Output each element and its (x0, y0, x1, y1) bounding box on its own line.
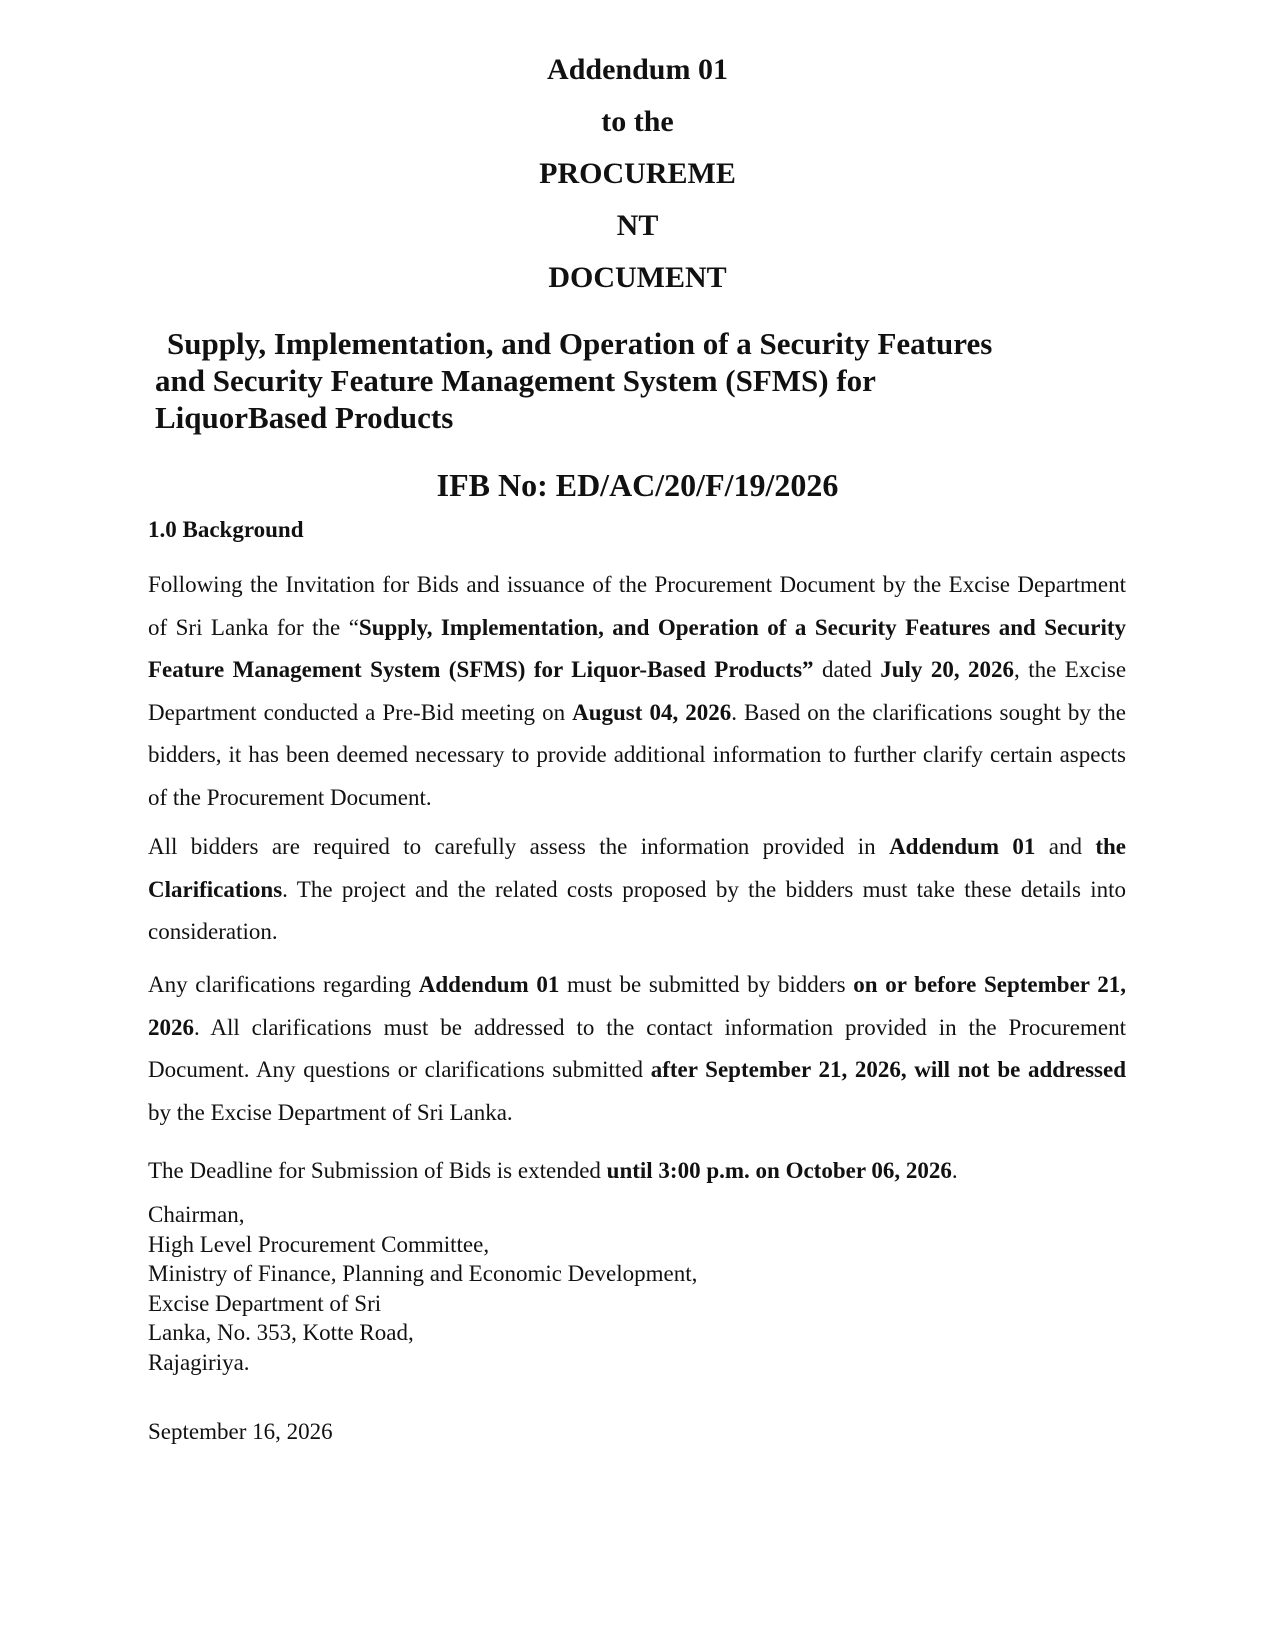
signature-line-5: Lanka, No. 353, Kotte Road, (148, 1320, 414, 1345)
p4-text-1: The Deadline for Submission of Bids is extended (148, 1158, 607, 1183)
p3-text-2: must be submitted by bidders (559, 972, 854, 997)
signature-line-2: High Level Procurement Committee, (148, 1231, 490, 1257)
signature-line-1: Chairman, (148, 1202, 245, 1227)
p2-text-2: and (1035, 834, 1096, 859)
p1-text-1: Following the Invitation for Bids and issuance of the Procurement Document by the Excise Department of Sri Lanka for the “ (148, 572, 1126, 640)
p1-bold-project-title: Supply, Implementation, and Operation of a Security Features and Security Feature Management System (SFMS) for Liquor-Based Products” (148, 614, 1126, 682)
p4-bold-deadline: until 3:00 p.m. on October 06, 2026 (606, 1158, 952, 1183)
p3-bold-late-notice: after September 21, 2026, will not be addressed (650, 1057, 1126, 1082)
p1-text-4: . Based on the clarifications sought by the bidders, it has been deemed necessary to provide additional information to further clarify certain aspects of the Procurement Document. (148, 699, 1126, 810)
section-title-background: 1.0 Background (148, 517, 304, 542)
p4-text-2: . (951, 1158, 958, 1183)
p3-text-1: Any clarifications regarding (148, 972, 419, 997)
p3-bold-addendum: Addendum 01 (418, 972, 560, 997)
p3-bold-deadline: on or before September 21, 2026 (148, 972, 1127, 1040)
subject-line-1: Supply, Implementation, and Operation of a Security Features (167, 326, 993, 361)
signature-block (148, 1200, 697, 1377)
signature-line-3: Ministry of Finance, Planning and Economic Development, (148, 1261, 698, 1286)
p1-text-3: , the Excise Department conducted a Pre-Bid meeting on (148, 657, 1127, 725)
background-paragraph-1 (148, 564, 1126, 819)
header-line-4: NT (616, 209, 659, 242)
p1-bold-date-issued: July 20, 2026 (880, 657, 1015, 682)
p1-text-2: dated (813, 657, 881, 682)
header-line-3: PROCUREME (539, 157, 736, 190)
p2-bold-addendum: Addendum 01 (889, 834, 1036, 859)
ifb-number: IFB No: ED/AC/20/F/19/2026 (436, 467, 839, 503)
subject-line-2: and Security Feature Management System (SFMS) for (155, 363, 876, 398)
p2-bold-clarifications: the Clarifications (148, 834, 1126, 902)
header-line-1: Addendum 01 (547, 53, 728, 86)
p2-text-1: All bidders are required to carefully assess the information provided in (148, 834, 890, 859)
background-paragraph-2 (148, 826, 1126, 954)
p3-text-3: . All clarifications must be addressed to the contact information provided in the Procurement Document. Any questions or clarifications submitted (148, 1014, 1126, 1082)
background-paragraph-3 (148, 964, 1126, 1134)
header-line-2: to the (601, 105, 674, 138)
header-line-5: DOCUMENT (548, 261, 727, 294)
subject-line-3: LiquorBased Products (155, 400, 454, 435)
p2-text-3: . The project and the related costs proposed by the bidders must take these details into consideration. (148, 876, 1126, 944)
signature-line-4: Excise Department of Sri (148, 1290, 382, 1316)
subject-title (155, 325, 1115, 436)
document-date: September 16, 2026 (148, 1419, 333, 1444)
p1-bold-prebid-date: August 04, 2026 (572, 699, 732, 725)
deadline-paragraph (148, 1158, 958, 1184)
signature-line-6: Rajagiriya. (148, 1349, 250, 1375)
p3-text-4: by the Excise Department of Sri Lanka. (148, 1099, 513, 1125)
